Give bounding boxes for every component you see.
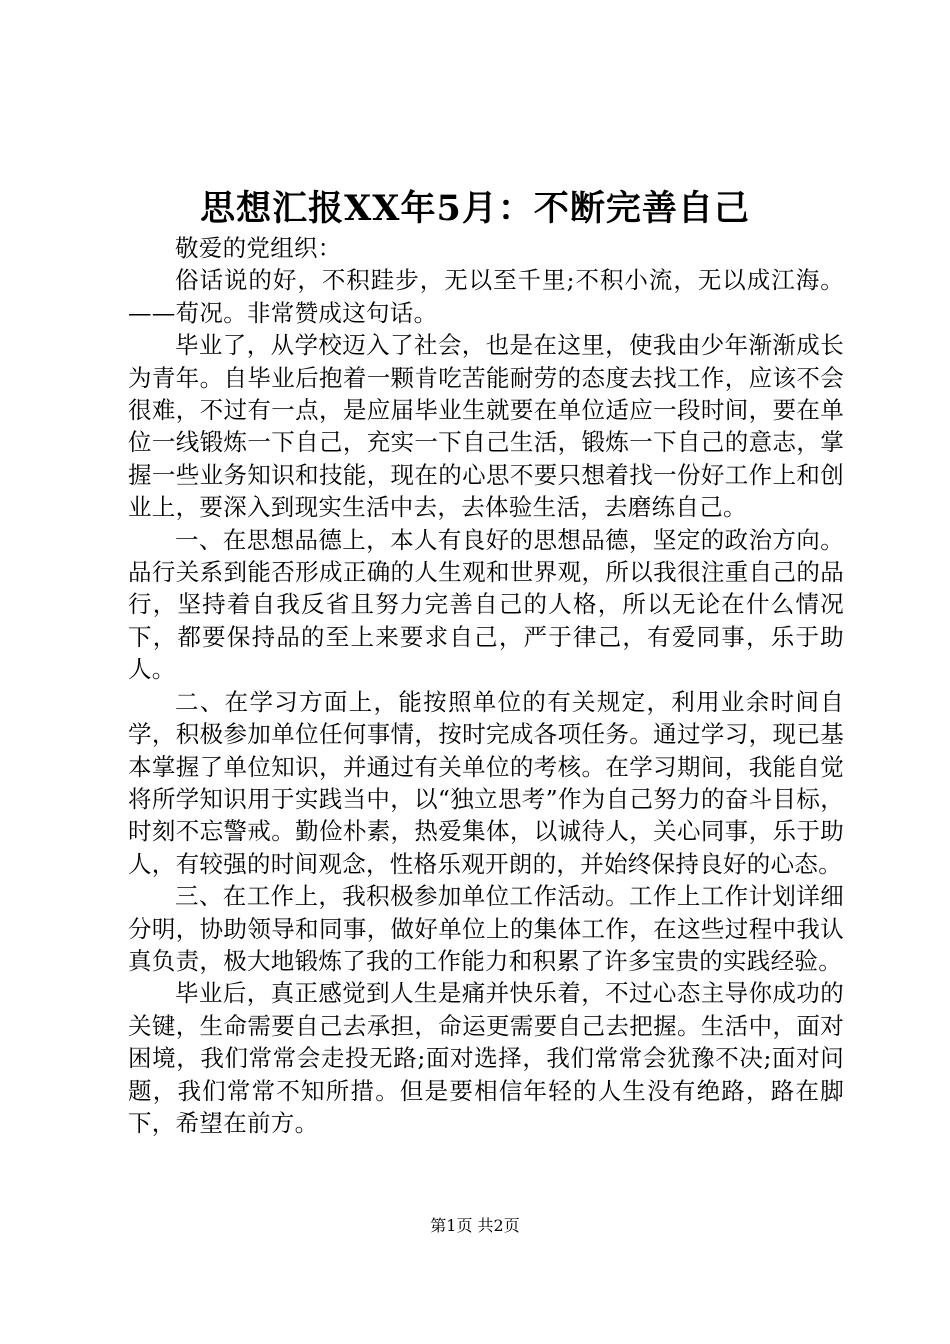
paragraph-proverb: 俗话说的好，不积跬步，无以至千里;不积小流，无以成江海。——荀况。非常赞成这句话。 (128, 266, 844, 327)
paragraph-work: 三、在工作上，我积极参加单位工作活动。工作上工作计划详细分明，协助领导和同事，做好单位上的集体工作，在这些过程中我认真负责，极大地锻炼了我的工作能力和积累了许多宝贵的实践经验。 (128, 882, 844, 975)
paragraph-conclusion: 毕业后，真正感觉到人生是痛并快乐着，不过心态主导你成功的关键，生命需要自己去承担，命运更需要自己去把握。生活中，面对困境，我们常常会走投无路;面对选择，我们常常会犹豫不决;面对问题，我们常常不知所措。但是要相信年轻的人生没有绝路，路在脚下，希望在前方。 (128, 979, 844, 1137)
document-title: 思想汇报XX年5月：不断完善自己 (200, 188, 750, 229)
document-body (128, 232, 844, 1139)
paragraph-graduation: 毕业了，从学校迈入了社会，也是在这里，使我由少年渐渐成长为青年。自毕业后抱着一颗肯吃苦能耐劳的态度去找工作，应该不会很难，不过有一点，是应届毕业生就要在单位适应一段时间，要在单位一线锻炼一下自己，充实一下自己生活，锻炼一下自己的意志，掌握一些业务知识和技能，现在的心思不要只想着找一份好工作上和创业上，要深入到现实生活中去，去体验生活，去磨练自己。 (128, 331, 844, 522)
page-number-footer: 第1页 共2页 (430, 1216, 520, 1235)
paragraph-study: 二、在学习方面上，能按照单位的有关规定，利用业余时间自学，积极参加单位任何事情，按时完成各项任务。通过学习，现已基本掌握了单位知识，并通过有关单位的考核。在学习期间，我能自觉将所学知识用于实践当中，以“独立思考”作为自己努力的奋斗目标，时刻不忘警戒。勤俭朴素，热爱集体，以诚待人，关心同事，乐于助人，有较强的时间观念，性格乐观开朗的，并始终保持良好的心态。 (128, 687, 844, 878)
paragraph-ideology: 一、在思想品德上，本人有良好的思想品德，坚定的政治方向。品行关系到能否形成正确的人生观和世界观，所以我很注重自己的品行，坚持着自我反省且努力完善自己的人格，所以无论在什么情况下，都要保持品的至上来要求自己，严于律己，有爱同事，乐于助人。 (128, 525, 844, 684)
salutation: 敬爱的党组织： (175, 234, 342, 262)
